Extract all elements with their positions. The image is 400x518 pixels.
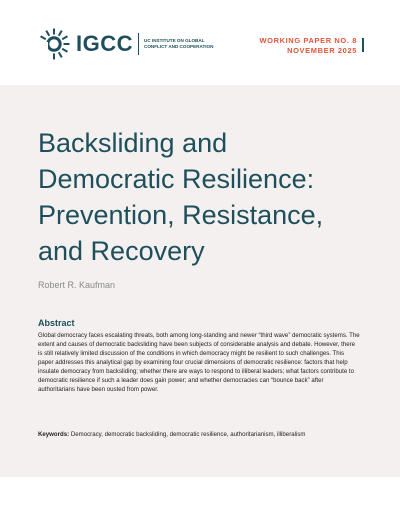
page-header [0, 0, 400, 85]
working-paper-number: WORKING PAPER NO. 8 [259, 36, 357, 45]
title-line: Prevention, Resistance, [38, 200, 324, 230]
paper-title [38, 125, 378, 269]
title-line: and Recovery [38, 236, 205, 266]
author-name: Robert R. Kaufman [38, 280, 116, 290]
header-accent-bar [362, 38, 364, 52]
abstract-text: Global democracy faces escalating threats, both among long-standing and newer “third wave” democratic systems. The extent and causes of democratic backsliding have been subjects of considerable analysis and debate. However, there is still relatively limited discussion of the conditions in which democracy might be resilient to such challenges. This paper addresses this analytical gap by examining four crucial dimensions of democratic resilience: factors that help insulate democracy from backsliding; whether there are ways to respond to illiberal leaders; what factors contribute to democratic resilience if such a leader does gain power; and whether democracies can “bounce back” after authoritarians have been ousted from power. [38, 332, 360, 393]
abstract-heading: Abstract [38, 318, 75, 328]
logo-text: IGCC [76, 31, 133, 56]
logo-subtitle: UC INSTITUTE ON GLOBAL CONFLICT AND COOPERATION [144, 38, 214, 49]
working-paper-info [259, 36, 357, 56]
keywords-label: Keywords: [38, 431, 70, 438]
keywords-text: Democracy, democratic backsliding, democratic resilience, authoritarianism, illiberalism [70, 431, 306, 438]
logo-divider [138, 33, 139, 55]
title-line: Backsliding and [38, 128, 228, 158]
cover-panel [0, 85, 400, 477]
igcc-logo-mark-icon [38, 28, 70, 60]
publication-date: NOVEMBER 2025 [287, 46, 357, 55]
keywords [38, 430, 368, 439]
page-footer [0, 477, 400, 518]
igcc-logo [38, 28, 214, 60]
title-line: Democratic Resilience: [38, 164, 315, 194]
